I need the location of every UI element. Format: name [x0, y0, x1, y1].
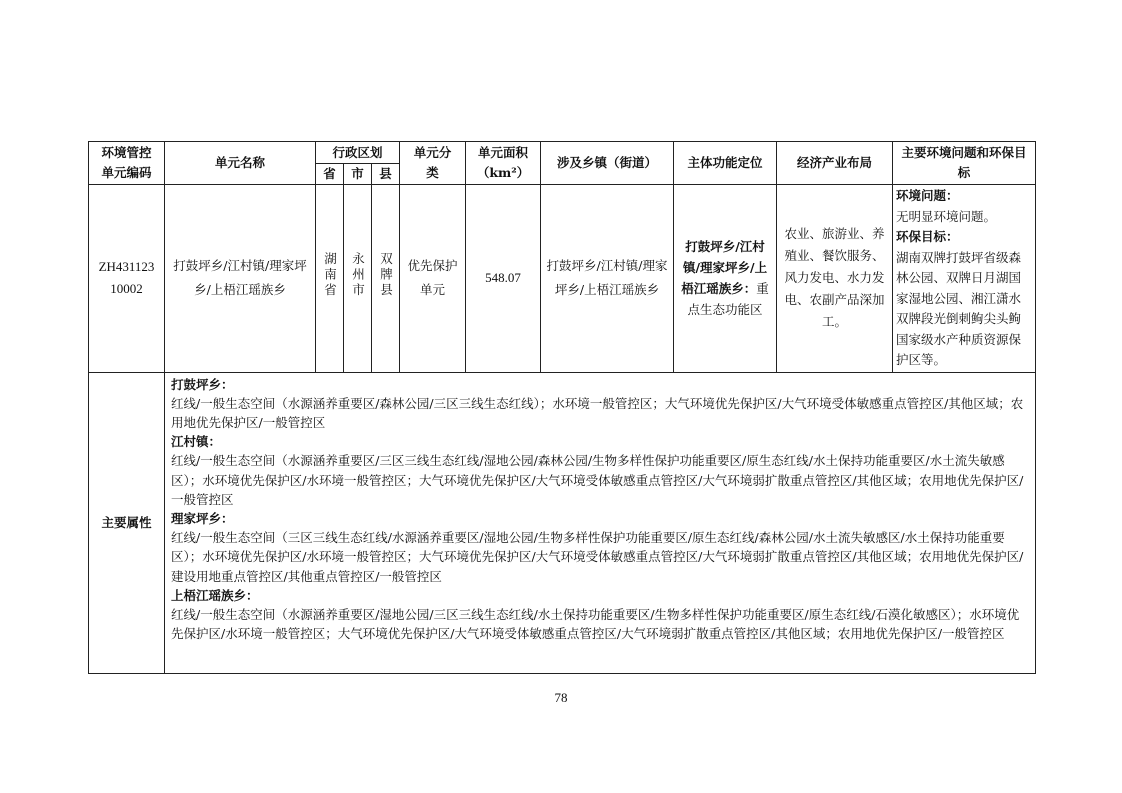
cell-county: 双牌县	[372, 185, 400, 373]
header-row-1	[89, 142, 1036, 164]
town-attributes: 红线/一般生态空间（水源涵养重要区/湿地公园/三区三线生态红线/水土保持功能重要区/生物多样性保护功能重要区/原生态红线/石漠化敏感区）；水环境优先保护区/水环境一般管控区；大气环境优先保护区/大气环境受体敏感重点管控区/大气环境弱扩散重点管控区/其他区域；农用地优先保护区/一般管控区	[171, 606, 1020, 642]
town-title: 理家坪乡：	[171, 510, 234, 526]
town-attributes: 红线/一般生态空间（三区三线生态红线/水源涵养重要区/湿地公园/生物多样性保护功能重要区/原生态红线/森林公园/水土流失敏感区/水土保持功能重要区）；水环境优先保护区/水环境一般管控区；大气环境优先保护区/大气环境受体敏感重点管控区/大气环境弱扩散重点管控区/其他区域；农用地优先保护区/建设用地重点管控区/其他重点管控区/一般管控区	[171, 530, 1024, 584]
page-number: 78	[554, 690, 568, 705]
cell-towns: 打鼓坪乡/江村镇/理家坪乡/上梧江瑶族乡	[541, 185, 674, 373]
attributes-label: 主要属性	[89, 372, 165, 673]
cell-issues	[893, 185, 1036, 373]
cell-area: 548.07	[466, 185, 541, 373]
header-industry: 经济产业布局	[777, 142, 893, 185]
town-title: 打鼓坪乡：	[171, 376, 234, 392]
goals-text: 湖南双牌打鼓坪省级森林公园、双牌日月湖国家湿地公园、湘江潇水双牌段光倒刺𬶋尖头𬶋国家级水产种质资源保护区等。	[896, 249, 1022, 367]
cell-function	[674, 185, 777, 373]
control-unit-table	[88, 141, 1036, 674]
header-province: 省	[316, 164, 344, 185]
header-admin: 行政区划	[316, 142, 400, 164]
attributes-row	[89, 372, 1036, 673]
town-title: 江村镇：	[171, 434, 222, 450]
header-towns: 涉及乡镇（街道）	[541, 142, 674, 185]
cell-category: 优先保护单元	[400, 185, 466, 373]
header-county: 县	[372, 164, 400, 185]
header-issues: 主要环境问题和环保目标	[893, 142, 1036, 185]
header-name: 单元名称	[165, 142, 316, 185]
data-row	[89, 185, 1036, 373]
goals-title: 环保目标：	[896, 229, 959, 244]
header-function: 主体功能定位	[674, 142, 777, 185]
function-type: 重点生态功能区	[687, 281, 769, 318]
town-title: 上梧江瑶族乡：	[171, 587, 259, 603]
cell-name: 打鼓坪乡/江村镇/理家坪乡/上梧江瑶族乡	[165, 185, 316, 373]
header-area: 单元面积（km²）	[466, 142, 541, 185]
header-category: 单元分类	[400, 142, 466, 185]
attributes-content	[165, 372, 1036, 673]
cell-city: 永州市	[344, 185, 372, 373]
cell-province: 湖南省	[316, 185, 344, 373]
issues-text: 无明显环境问题。	[896, 208, 997, 224]
cell-code: ZH43112310002	[89, 185, 165, 373]
town-attributes: 红线/一般生态空间（水源涵养重要区/森林公园/三区三线生态红线）；水环境一般管控区；大气环境优先保护区/大气环境受体敏感重点管控区/其他区域；农用地优先保护区/一般管控区	[171, 395, 1024, 430]
issues-title: 环境问题：	[896, 188, 959, 203]
town-attributes: 红线/一般生态空间（水源涵养重要区/三区三线生态红线/湿地公园/森林公园/生物多样性保护功能重要区/原生态红线/水土保持功能重要区/水土流失敏感区）；水环境优先保护区/水环境一般管控区；大气环境优先保护区/大气环境受体敏感重点管控区/大气环境弱扩散重点管控区/其他区域；农用地优先保护区/一般管控区	[171, 453, 1024, 507]
cell-industry: 农业、旅游业、养殖业、餐饮服务、风力发电、水力发电、农副产品深加工。	[777, 185, 893, 373]
function-towns: 打鼓坪乡/江村镇/理家坪乡/上梧江瑶族乡：	[681, 239, 768, 297]
header-code: 环境管控单元编码	[89, 142, 165, 185]
header-city: 市	[344, 164, 372, 185]
